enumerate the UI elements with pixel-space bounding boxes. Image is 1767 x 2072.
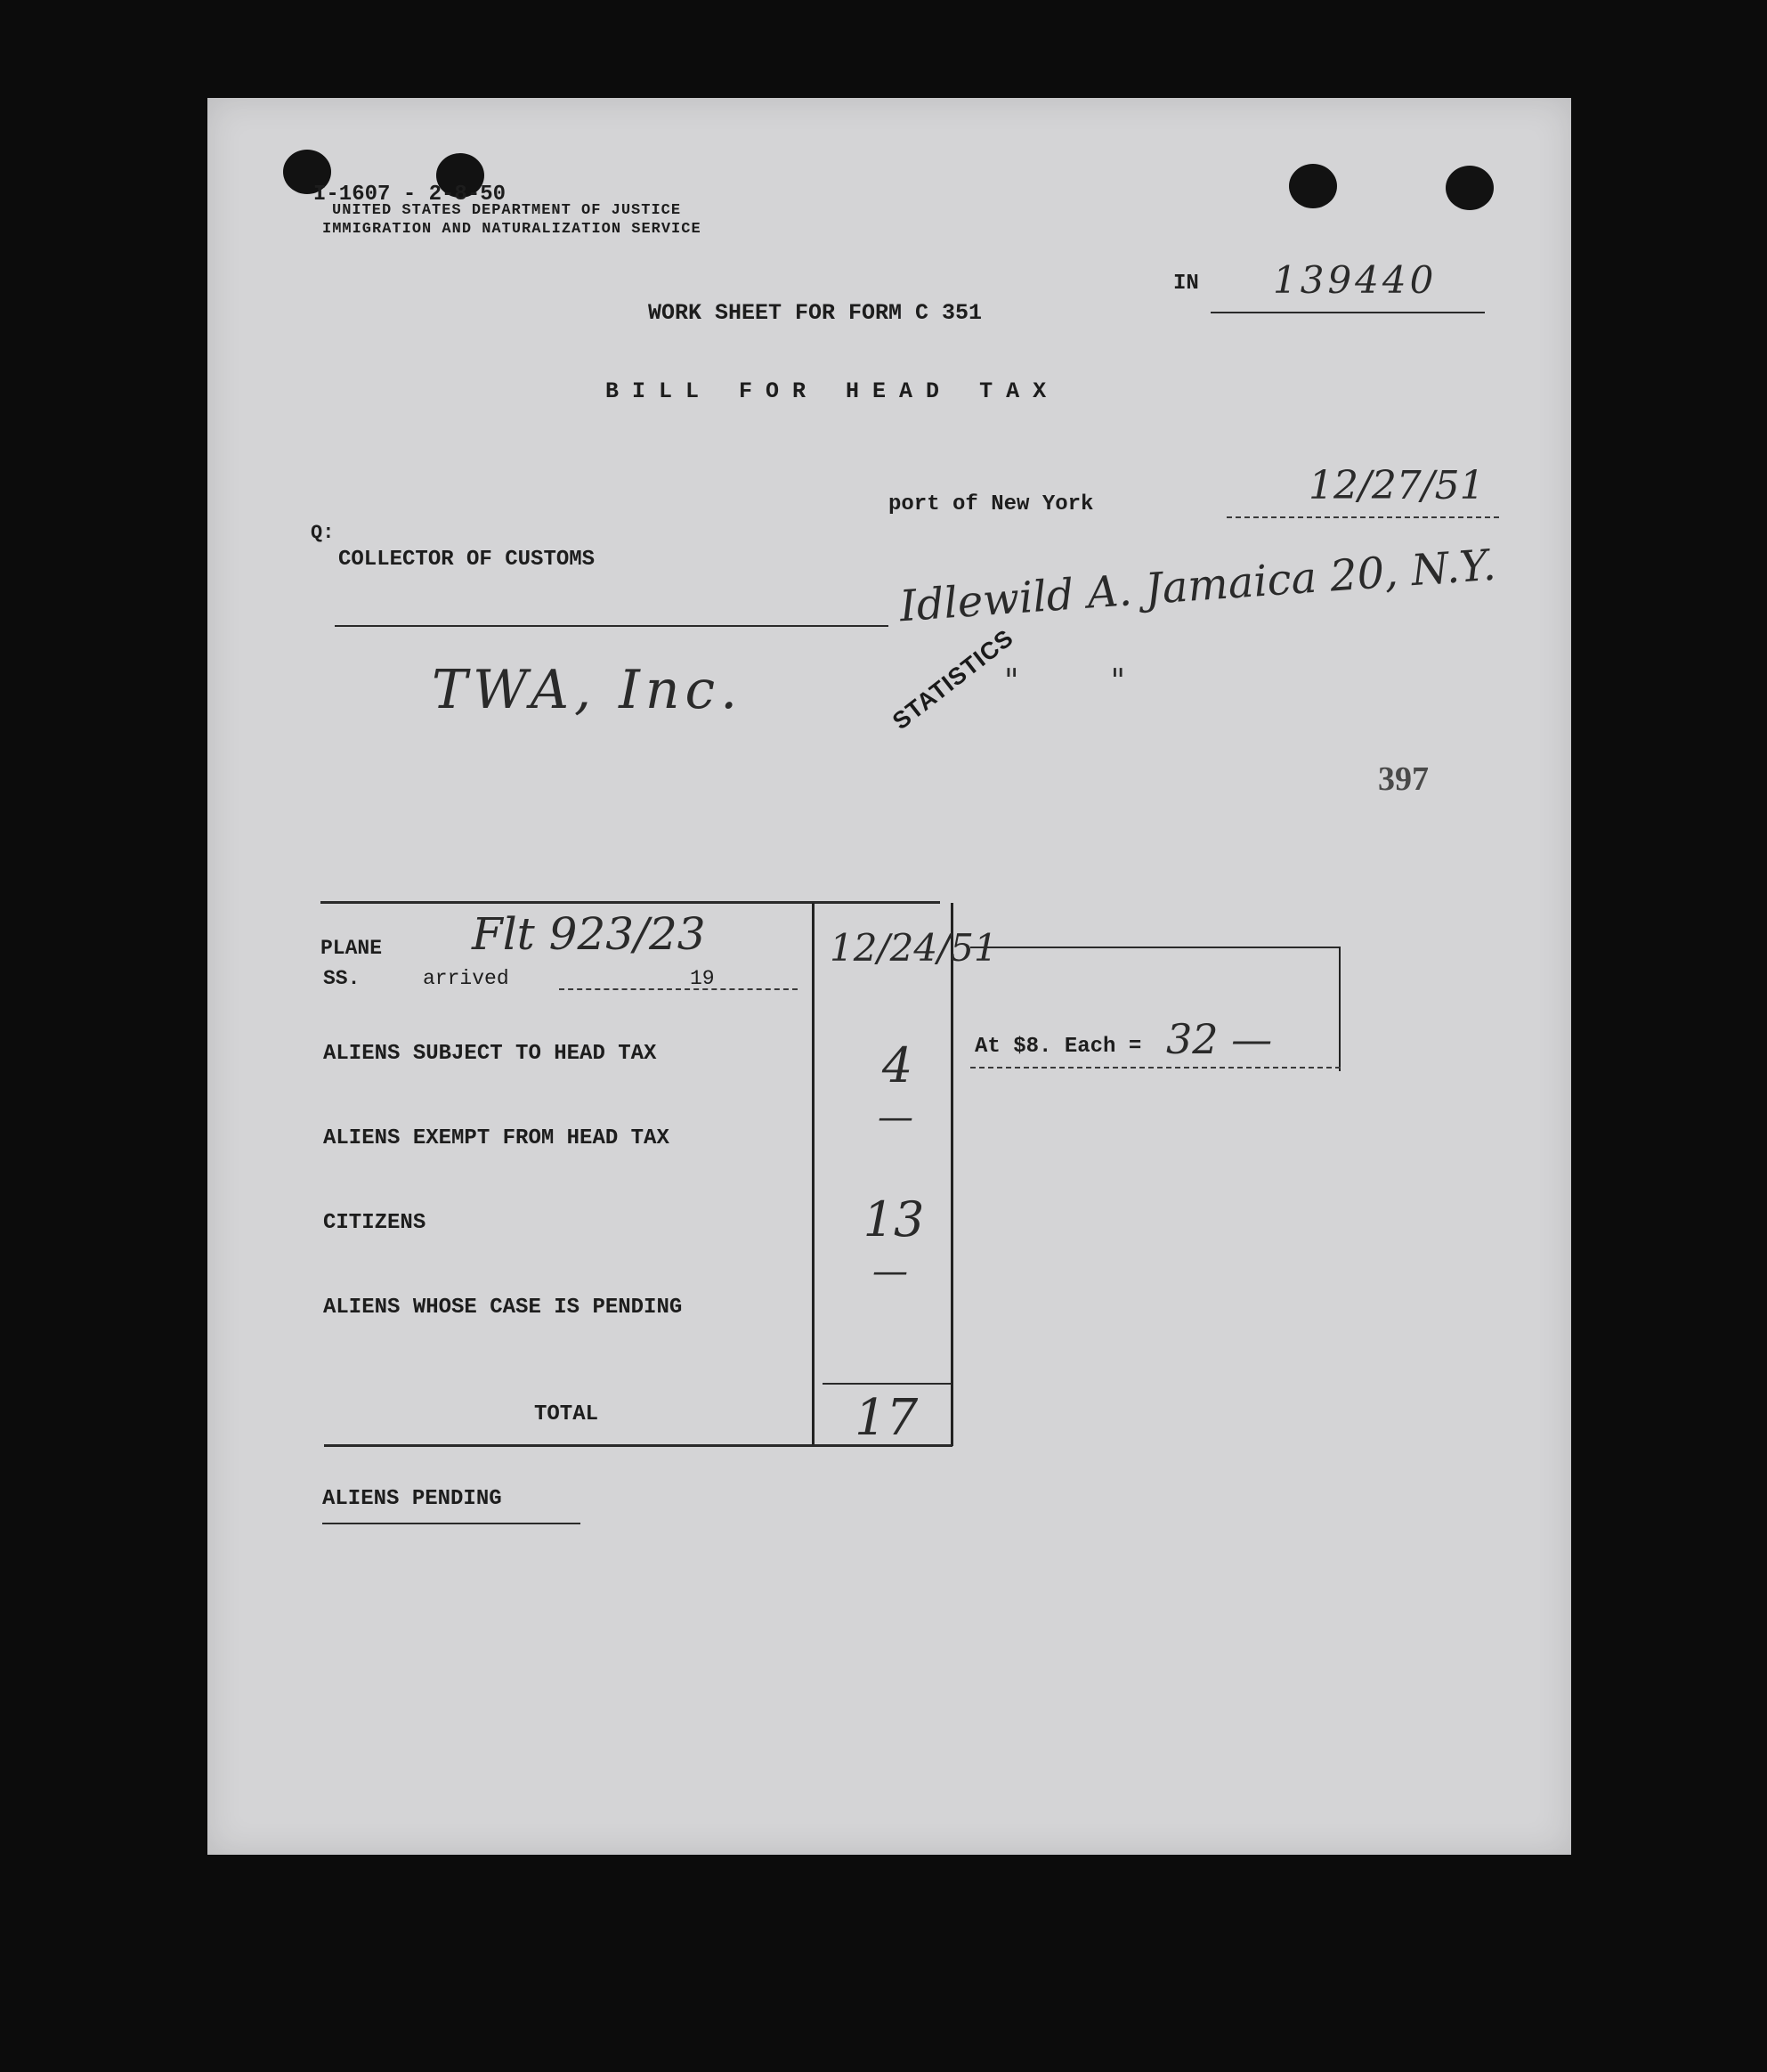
total-value: 17 [855, 1389, 919, 1447]
bill-title: B I L L F O R H E A D T A X [605, 378, 1047, 404]
rate-amount: 32 — [1166, 1015, 1273, 1063]
flight-handwritten: Flt 923/23 [472, 908, 706, 960]
row-value-pending: — [872, 1251, 908, 1292]
ditto-marks: " " [1004, 663, 1126, 700]
row-value-exempt: — [878, 1097, 913, 1138]
table-divider-left [812, 903, 815, 1446]
to-label: Q: [311, 522, 335, 544]
punch-hole-right-1 [1289, 164, 1337, 208]
in-label: IN [1173, 272, 1199, 296]
in-number-underline [1211, 312, 1485, 313]
statistics-stamp: STATISTICS [887, 623, 1019, 735]
rate-box-right [1339, 947, 1341, 1071]
row-label-citizens: CITIZENS [323, 1211, 426, 1235]
rate-box-top [970, 947, 1341, 948]
location-handwritten: Idlewild A. Jamaica 20, N.Y. [897, 540, 1498, 632]
punch-hole-right-2 [1446, 166, 1494, 210]
service-line: IMMIGRATION AND NATURALIZATION SERVICE [322, 221, 701, 238]
row-value-subject: 4 [881, 1037, 913, 1093]
rate-box-bottom [970, 1067, 1341, 1069]
in-number: 139440 [1273, 258, 1438, 302]
total-label: TOTAL [534, 1402, 599, 1426]
date-line [1227, 516, 1499, 518]
ss-label: SS. [323, 967, 361, 990]
collector-label: COLLECTOR OF CUSTOMS [338, 548, 596, 572]
department-line: UNITED STATES DEPARTMENT OF JUSTICE [332, 202, 682, 219]
plane-label: PLANE [320, 937, 383, 960]
document-page [207, 98, 1571, 1855]
table-top-line [320, 901, 940, 904]
port-label: port of New York [888, 492, 1094, 516]
form-code: I-1607 - 2-8-50 [313, 183, 507, 207]
row-label-exempt: ALIENS EXEMPT FROM HEAD TAX [323, 1126, 669, 1150]
collector-underline [335, 625, 888, 627]
table-divider-right [951, 903, 953, 1446]
page-number: 397 [1378, 760, 1429, 798]
row-label-subject: ALIENS SUBJECT TO HEAD TAX [323, 1042, 657, 1066]
row-label-pending: ALIENS WHOSE CASE IS PENDING [323, 1296, 683, 1320]
bill-date: 12/27/51 [1309, 463, 1485, 508]
year-prefix: 19 [690, 967, 715, 990]
aliens-pending-underline [322, 1523, 580, 1524]
worksheet-title: WORK SHEET FOR FORM C 351 [648, 300, 983, 326]
carrier-handwritten: TWA, Inc. [432, 659, 743, 721]
arrived-line [559, 988, 798, 990]
total-top-line [823, 1383, 951, 1385]
arrived-label: arrived [423, 967, 509, 990]
rate-label: At $8. Each = [975, 1035, 1142, 1059]
aliens-pending-label: ALIENS PENDING [322, 1487, 502, 1511]
row-value-citizens: 13 [863, 1191, 925, 1247]
arrival-date-handwritten: 12/24/51 [830, 926, 998, 970]
